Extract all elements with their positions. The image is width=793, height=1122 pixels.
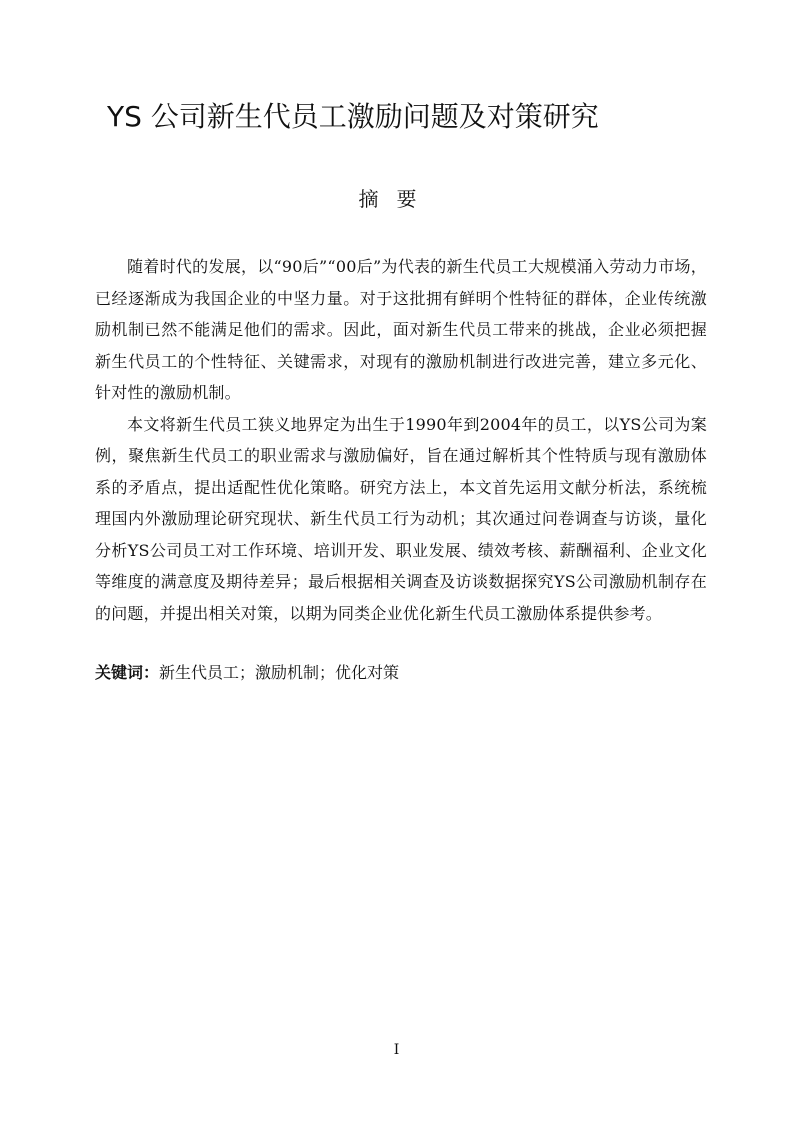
keywords-label: 关键词： bbox=[95, 663, 160, 682]
keywords-text: 新生代员工；激励机制；优化对策 bbox=[159, 663, 400, 682]
document-title: YS 公司新生代员工激励问题及对策研究 bbox=[107, 100, 599, 133]
abstract-body bbox=[95, 251, 707, 629]
abstract-heading: 摘要 bbox=[358, 187, 435, 211]
abstract-paragraph-2: 本文将新生代员工狭义地界定为出生于1990年到2004年的员工，以YS公司为案例，聚焦新生代员工的职业需求与激励偏好，旨在通过解析其个性特质与现有激励体系的矛盾点，提出适配性优化策略。研究方法上，本文首先运用文献分析法，系统梳理国内外激励理论研究现状、新生代员工行为动机；其次通过问卷调查与访谈，量化分析YS公司员工对工作环境、培训开发、职业发展、绩效考核、薪酬福利、企业文化等维度的满意度及期待差异；最后根据相关调查及访谈数据探究YS公司激励机制存在的问题，并提出相关对策，以期为同类企业优化新生代员工激励体系提供参考。 bbox=[95, 414, 707, 623]
page-number: I bbox=[393, 1042, 400, 1058]
keywords-line bbox=[95, 660, 707, 686]
abstract-paragraph-1: 随着时代的发展，以“90后”“00后”为代表的新生代员工大规模涌入劳动力市场，已经逐渐成为我国企业的中坚力量。对于这批拥有鲜明个性特征的群体，企业传统激励机制已然不能满足他们的需求。因此，面对新生代员工带来的挑战，企业必须把握新生代员工的个性特征、关键需求，对现有的激励机制进行改进完善，建立多元化、针对性的激励机制。 bbox=[95, 257, 707, 402]
